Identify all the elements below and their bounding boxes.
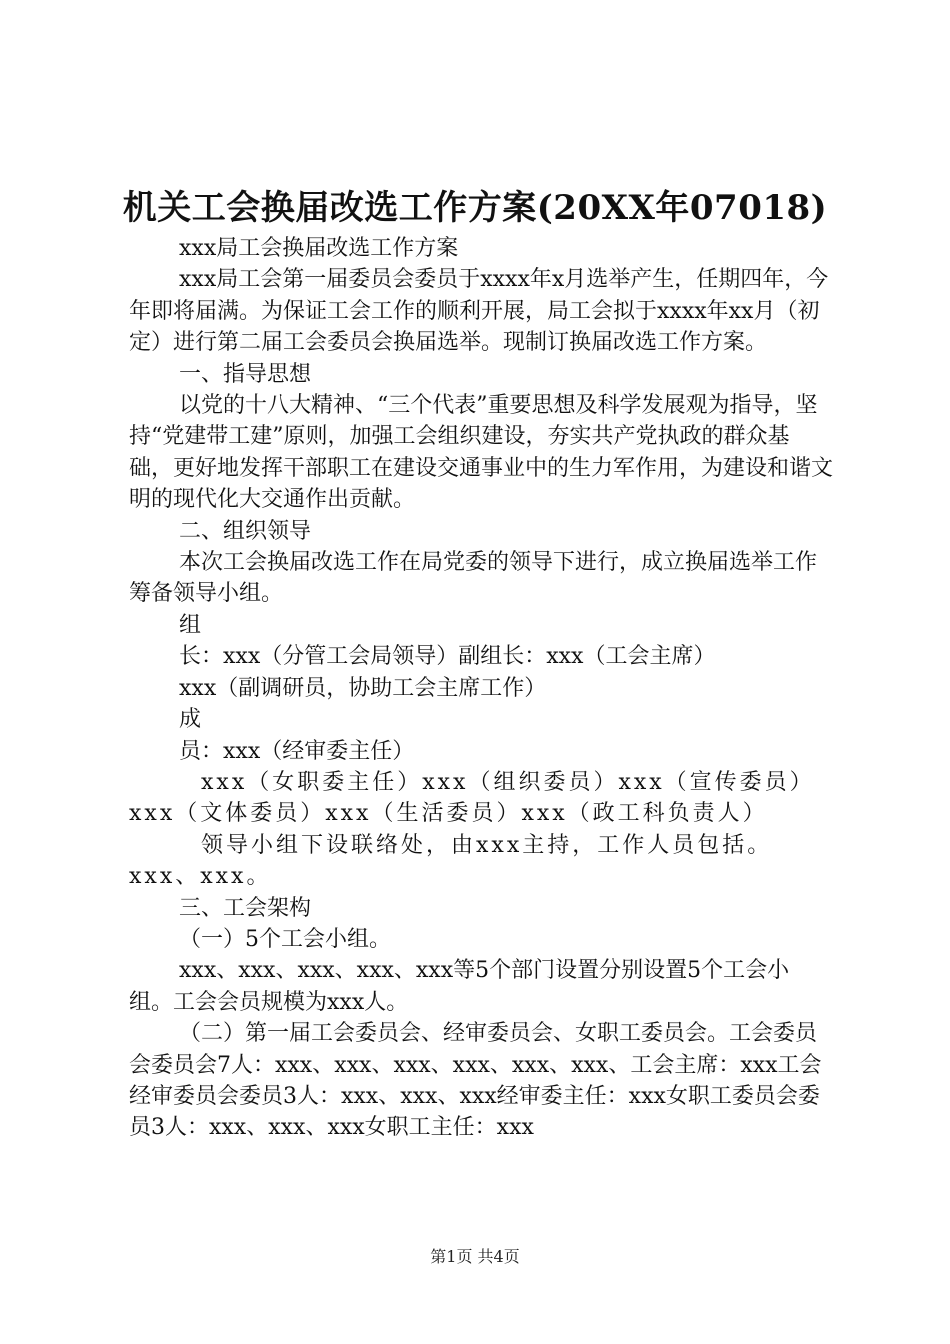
paragraph-member-label: 成 — [179, 707, 202, 733]
heading-guiding-ideology: 一、指导思想 — [179, 361, 312, 387]
paragraph-group-leader: 长：xxx（分管工会局领导）副组长：xxx（工会主席） — [179, 644, 716, 670]
document-title: 机关工会换届改选工作方案(20XX年07018) — [122, 188, 828, 228]
paragraph-member-audit: 员：xxx（经审委主任） — [179, 738, 415, 764]
heading-union-groups: （一）5个工会小组。 — [179, 926, 391, 952]
paragraph-members-list: xxx（女职委主任）xxx（组织委员）xxx（宣传委员）xxx（文体委员）xxx（生活委员）xxx（政工科负责人） — [129, 769, 815, 827]
page-footer: 第1页 共4页 — [430, 1247, 520, 1266]
paragraph-organization-leadership: 本次工会换届改选工作在局党委的领导下进行，成立换届选举工作筹备领导小组。 — [129, 550, 818, 607]
heading-organization-leadership: 二、组织领导 — [179, 518, 312, 544]
document-body — [129, 233, 833, 1144]
paragraph-intro: xxx局工会第一届委员会委员于xxxx年x月选举产生，任期四年，今年即将届满。为保证工会工作的顺利开展，局工会拟于xxxx年xx月（初定）进行第二届工会委员会换届选举。现制订换届改选工作方案。 — [129, 267, 829, 356]
paragraph-first-committee: （二）第一届工会委员会、经审委员会、女职工委员会。工会委员会委员会7人：xxx、xxx、xxx、xxx、xxx、xxx、工会主席：xxx工会经审委员会委员3人：xxx、xxx、xxx经审委主任：xxx女职工委员会委员3人：xxx、xxx、xxx女职工主任：xxx — [129, 1021, 822, 1141]
paragraph-union-groups: xxx、xxx、xxx、xxx、xxx等5个部门设置分别设置5个工会小组。工会会员规模为xxx人。 — [129, 958, 790, 1015]
paragraph-subtitle: xxx局工会换届改选工作方案 — [179, 236, 459, 261]
heading-union-structure: 三、工会架构 — [179, 895, 312, 921]
paragraph-group-label: 组 — [179, 612, 202, 638]
paragraph-deputy-assistant: xxx（副调研员，协助工会主席工作） — [179, 675, 547, 701]
paragraph-guiding-ideology: 以党的十八大精神、“三个代表”重要思想及科学发展观为指导，坚持“党建带工建”原则，加强工会组织建设，夯实共产党执政的群众基础，更好地发挥干部职工在建设交通事业中的生力军作用，为建设和谐文明的现代化大交通作出贡献。 — [129, 393, 834, 513]
paragraph-liaison-office: 领导小组下设联络处，由xxx主持，工作人员包括。xxx、xxx。 — [129, 832, 773, 890]
